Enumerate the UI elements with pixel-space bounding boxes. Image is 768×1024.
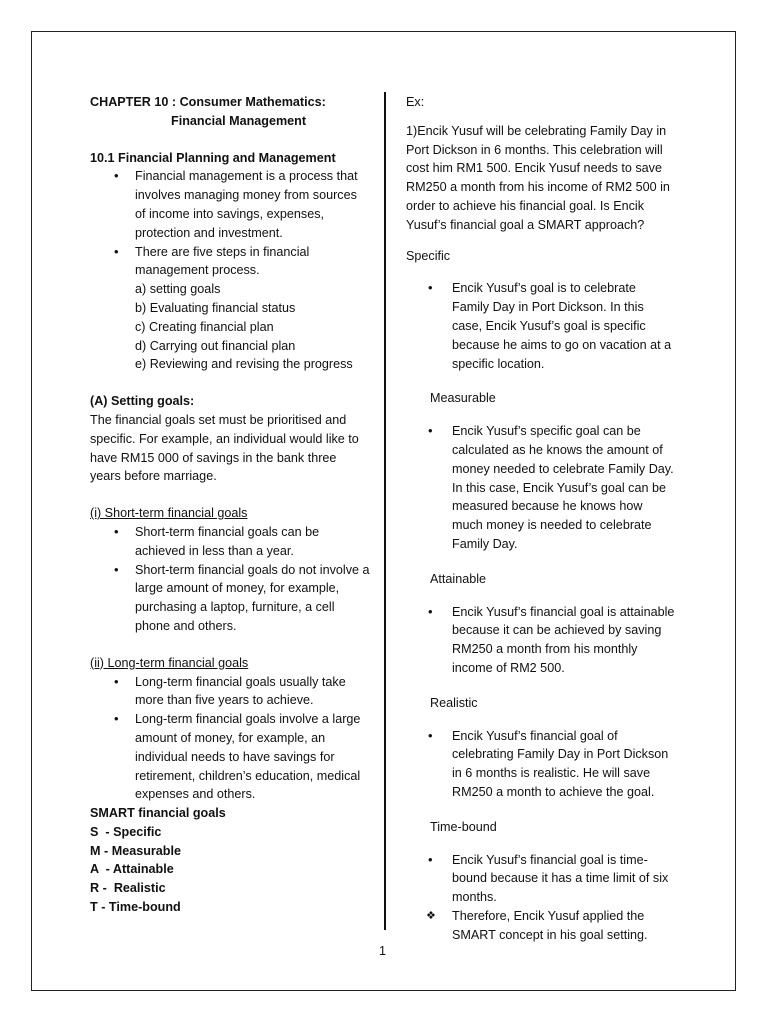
example-label: Ex: [406, 95, 425, 109]
step-item: a) setting goals [135, 282, 221, 297]
smart-item: R - Realistic [90, 881, 166, 896]
list-item: • Long-term financial goals usually take more than five years to achieve. [90, 673, 370, 711]
left-column [90, 93, 370, 917]
setting-goals-text: The financial goals set must be prioritised and specific. For example, an individual would like to have RM15 000 of savings in the bank three years before marriage. [90, 412, 359, 484]
list-item: • Financial management is a process that involves managing money from sources of income into savings, expenses, protection and investment. [90, 167, 370, 242]
timebound-label: Time-bound [430, 819, 497, 834]
chapter-subtitle: Financial Management [171, 113, 307, 128]
list-item: • There are five steps in financial management process. [90, 243, 370, 281]
smart-list [90, 823, 370, 917]
page-number: 1 [379, 944, 387, 958]
smart-item: S - Specific [90, 824, 162, 839]
step-item: c) Creating financial plan [135, 319, 274, 334]
section-heading: 10.1 Financial Planning and Management [90, 150, 336, 165]
chapter-title: CHAPTER 10 : Consumer Mathematics: [90, 95, 326, 109]
long-term-heading: (ii) Long-term financial goals [90, 655, 249, 670]
short-term-list [90, 523, 370, 636]
attainable-label: Attainable [430, 571, 487, 586]
list-item: • Short-term financial goals do not involve a large amount of money, for example, purchasing a laptop, furniture, a cell phone and others. [90, 561, 370, 636]
attainable-list [406, 603, 676, 678]
long-term-list [90, 673, 370, 805]
example-question: 1)Encik Yusuf will be celebrating Family Day in Port Dickson in 6 months. This celebration will cost him RM1 500. Encik Yusuf needs to save RM250 a month from his income of RM2 500 in order to achieve his financial goal. Is Encik Yusuf’s financial goal a SMART approach? [406, 123, 670, 232]
specific-list [406, 279, 676, 373]
setting-goals-heading: (A) Setting goals: [90, 394, 195, 409]
list-item: • Encik Yusuf’s financial goal is time-bound because it has a time limit of six months. [406, 851, 676, 907]
smart-item: T - Time-bound [90, 900, 181, 915]
list-item: • Encik Yusuf’s goal is to celebrate Family Day in Port Dickson. In this case, Encik Yusuf’s goal is specific because he aims to go on vacation at a specific location. [406, 279, 676, 373]
smart-item: A - Attainable [90, 862, 174, 877]
steps-list [90, 280, 370, 374]
realistic-label: Realistic [430, 695, 478, 710]
step-item: b) Evaluating financial status [135, 300, 296, 315]
specific-label: Specific [406, 248, 451, 263]
step-item: d) Carrying out financial plan [135, 338, 296, 353]
intro-bullet-list [90, 167, 370, 280]
measurable-list [406, 422, 676, 554]
smart-heading: SMART financial goals [90, 806, 226, 821]
smart-item: M - Measurable [90, 843, 181, 858]
list-item: • Long-term financial goals involve a large amount of money, for example, an individual needs to have savings for retirement, children’s education, medical expenses and others. [90, 710, 370, 804]
short-term-heading: (i) Short-term financial goals [90, 506, 248, 521]
timebound-list [406, 851, 676, 945]
list-item: • Encik Yusuf’s financial goal of celebrating Family Day in Port Dickson in 6 months is realistic. He will save RM250 a month to achieve the goal. [406, 727, 676, 802]
right-column [406, 93, 676, 944]
column-divider [384, 92, 386, 930]
conclusion-item: ❖ Therefore, Encik Yusuf applied the SMART concept in his goal setting. [406, 907, 676, 945]
measurable-label: Measurable [430, 391, 496, 406]
step-item: e) Reviewing and revising the progress [135, 357, 353, 372]
list-item: • Encik Yusuf’s specific goal can be calculated as he knows the amount of money needed to celebrate Family Day. In this case, Encik Yusuf’s goal can be measured because he knows how much money is needed to celebrate Family Day. [406, 422, 676, 554]
realistic-list [406, 727, 676, 802]
list-item: • Short-term financial goals can be achieved in less than a year. [90, 523, 370, 561]
list-item: • Encik Yusuf’s financial goal is attainable because it can be achieved by saving RM250 a month from his monthly income of RM2 500. [406, 603, 676, 678]
